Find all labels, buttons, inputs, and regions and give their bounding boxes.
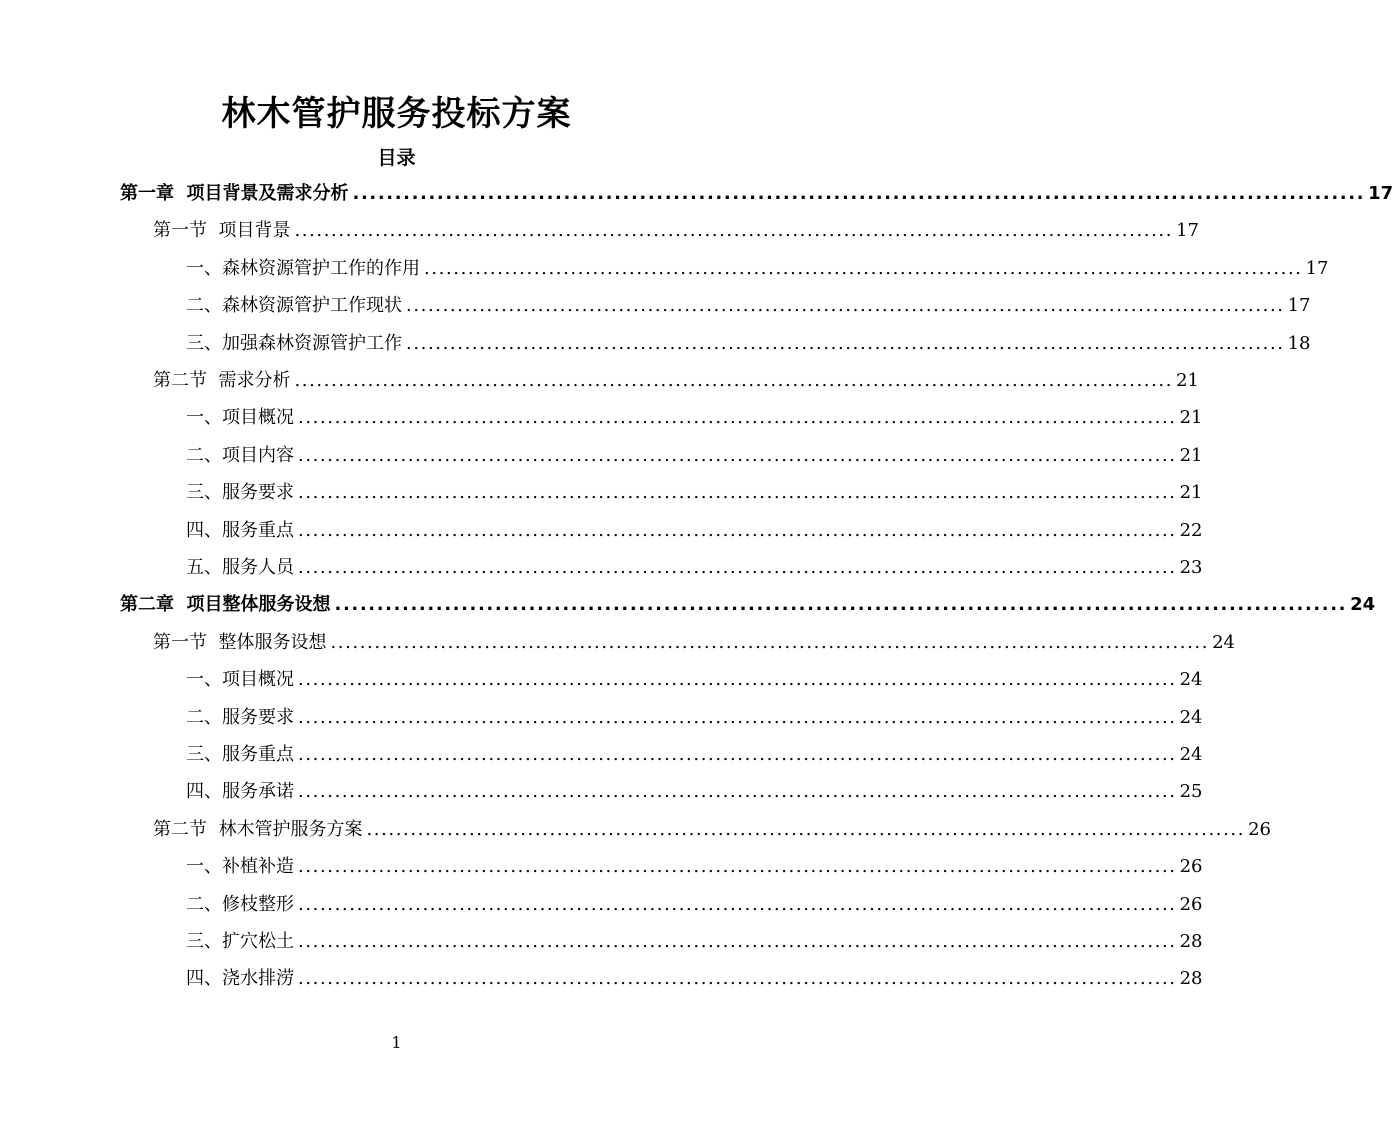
- toc-entry-title: 一、项目概况: [186, 407, 294, 429]
- toc-entry-page: 24: [1179, 744, 1203, 765]
- toc-entry-page: 24: [1179, 669, 1203, 691]
- toc-dot-leader: ........................................................................................................................: [298, 931, 1177, 952]
- toc-dot-leader: ........................................................................................................................: [330, 631, 1210, 653]
- toc-entry-page: 21: [1179, 482, 1203, 504]
- toc-entry-page: 26: [1248, 818, 1271, 840]
- toc-entry-title: 三、服务要求: [186, 482, 294, 504]
- toc-heading: 目录: [377, 147, 416, 169]
- toc-dot-leader: ........................................................................................................................: [298, 706, 1177, 728]
- toc-entry-title: 第二节 林木管护服务方案: [153, 818, 363, 840]
- toc-entry-item[interactable]: [186, 437, 1203, 474]
- toc-entry-section[interactable]: [153, 624, 1235, 661]
- toc-dot-leader: ........................................................................................................................: [298, 482, 1177, 504]
- toc-entry-page: 25: [1179, 781, 1203, 803]
- toc-entry-item[interactable]: [186, 474, 1203, 511]
- toc-entry-page: 28: [1179, 968, 1203, 990]
- toc-entry-page: 22: [1179, 519, 1203, 541]
- toc-dot-leader: ........................................................................................................................: [298, 968, 1177, 990]
- toc-entry-item[interactable]: [186, 661, 1203, 698]
- toc-entry-title: 第一章 项目背景及需求分析: [120, 183, 349, 204]
- toc-entry-item[interactable]: [186, 512, 1203, 549]
- toc-entry-title: 四、服务重点: [186, 519, 294, 541]
- toc-entry-title: 第一节 项目背景: [153, 220, 291, 242]
- toc-dot-leader: ........................................................................................................................: [352, 183, 1366, 204]
- toc-entry-page: 23: [1179, 557, 1203, 578]
- toc-entry-page: 21: [1179, 444, 1203, 466]
- toc-entry-page: 21: [1176, 370, 1199, 391]
- toc-entry-section[interactable]: [153, 212, 1199, 249]
- toc-dot-leader: ........................................................................................................................: [424, 257, 1303, 279]
- toc-entry-section[interactable]: [153, 362, 1199, 399]
- toc-entry-item[interactable]: [186, 736, 1203, 773]
- toc-entry-title: 五、服务人员: [186, 557, 294, 578]
- toc-dot-leader: ........................................................................................................................: [298, 781, 1177, 803]
- toc-entry-page: 24: [1350, 594, 1376, 616]
- toc-entry-title: 四、服务承诺: [186, 781, 294, 803]
- toc-entry-title: 三、加强森林资源管护工作: [186, 332, 402, 354]
- toc-entry-item[interactable]: [186, 549, 1203, 586]
- toc-dot-leader: ........................................................................................................................: [294, 220, 1174, 242]
- toc-entry-title: 第二章 项目整体服务设想: [120, 594, 331, 616]
- toc-entry-title: 二、项目内容: [186, 444, 294, 466]
- toc-entry-page: 17: [1287, 295, 1311, 317]
- page-number: 1: [391, 1033, 402, 1052]
- document-title: 林木管护服务投标方案: [221, 94, 572, 134]
- toc-dot-leader: ........................................................................................................................: [298, 444, 1177, 466]
- toc-dot-leader: ........................................................................................................................: [298, 557, 1177, 578]
- toc-entry-item[interactable]: [186, 886, 1203, 923]
- toc-dot-leader: ........................................................................................................................: [406, 295, 1285, 317]
- toc-entry-title: 第二节 需求分析: [153, 370, 291, 391]
- toc-dot-leader: ........................................................................................................................: [298, 893, 1177, 915]
- toc-entry-page: 24: [1179, 706, 1203, 728]
- toc-entry-item[interactable]: [186, 325, 1311, 362]
- toc-entry-item[interactable]: [186, 399, 1203, 436]
- toc-entry-page: 17: [1368, 183, 1393, 204]
- toc-entry-page: 18: [1287, 332, 1311, 354]
- toc-dot-leader: ........................................................................................................................: [298, 744, 1177, 765]
- toc-entry-title: 二、修枝整形: [186, 893, 294, 915]
- toc-entry-page: 28: [1179, 931, 1203, 952]
- toc-entry-chapter[interactable]: [120, 175, 1393, 212]
- toc-entry-title: 一、项目概况: [186, 669, 294, 691]
- toc-entry-title: 三、服务重点: [186, 744, 294, 765]
- toc-entry-title: 四、浇水排涝: [186, 968, 294, 990]
- toc-entry-item[interactable]: [186, 848, 1203, 885]
- toc-entry-item[interactable]: [186, 699, 1203, 736]
- toc-dot-leader: ........................................................................................................................: [294, 370, 1174, 391]
- toc-entry-section[interactable]: [153, 811, 1271, 848]
- toc-entry-title: 三、扩穴松土: [186, 931, 294, 952]
- toc-entry-item[interactable]: [186, 960, 1203, 997]
- toc-entry-page: 24: [1212, 631, 1235, 653]
- toc-entry-title: 二、服务要求: [186, 706, 294, 728]
- toc-entry-page: 26: [1179, 893, 1203, 915]
- toc-entry-item[interactable]: [186, 250, 1329, 287]
- toc-dot-leader: ........................................................................................................................: [298, 856, 1177, 878]
- toc-dot-leader: ........................................................................................................................: [298, 407, 1177, 429]
- toc-dot-leader: ........................................................................................................................: [366, 818, 1246, 840]
- toc-dot-leader: ........................................................................................................................: [406, 332, 1285, 354]
- toc-entry-title: 一、森林资源管护工作的作用: [186, 257, 420, 279]
- toc-entry-page: 17: [1176, 220, 1199, 242]
- toc-entry-title: 二、森林资源管护工作现状: [186, 295, 402, 317]
- toc-dot-leader: ........................................................................................................................: [334, 594, 1348, 616]
- toc-entry-item[interactable]: [186, 773, 1203, 810]
- toc-dot-leader: ........................................................................................................................: [298, 519, 1177, 541]
- toc-entry-item[interactable]: [186, 287, 1311, 324]
- toc-entry-title: 第一节 整体服务设想: [153, 631, 327, 653]
- toc-entry-page: 17: [1305, 257, 1329, 279]
- toc-entry-title: 一、补植补造: [186, 856, 294, 878]
- toc-entry-chapter[interactable]: [120, 586, 1376, 623]
- toc-entry-page: 26: [1179, 856, 1203, 878]
- toc-entry-page: 21: [1179, 407, 1203, 429]
- toc-dot-leader: ........................................................................................................................: [298, 669, 1177, 691]
- toc-entry-item[interactable]: [186, 923, 1203, 960]
